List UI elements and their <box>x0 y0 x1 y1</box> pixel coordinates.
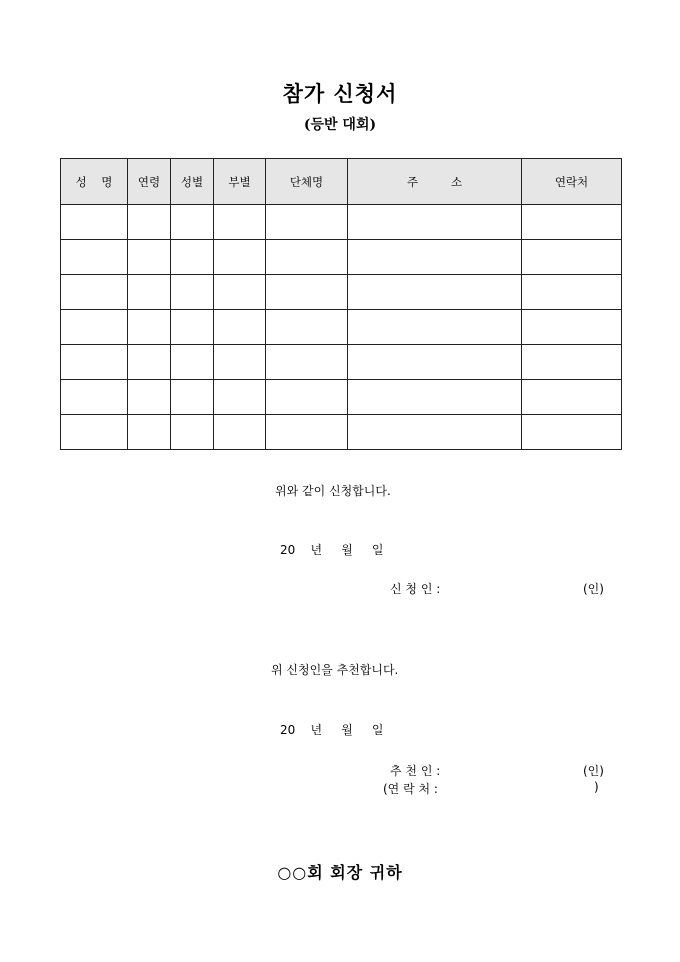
table-cell[interactable] <box>214 345 266 380</box>
table-cell[interactable] <box>128 380 171 415</box>
table-row <box>61 380 622 415</box>
recommendation-date: 20 년 월 일 <box>280 723 384 737</box>
header-address: 주 소 <box>348 159 522 205</box>
table-cell[interactable] <box>171 275 214 310</box>
table-cell[interactable] <box>61 275 128 310</box>
recommender-contact-close: ) <box>594 780 599 794</box>
table-cell[interactable] <box>266 205 348 240</box>
table-cell[interactable] <box>171 380 214 415</box>
table-cell[interactable] <box>266 275 348 310</box>
table-cell[interactable] <box>214 310 266 345</box>
header-name: 성 명 <box>61 159 128 205</box>
table-cell[interactable] <box>348 380 522 415</box>
table-header-row <box>61 159 622 205</box>
header-age: 연령 <box>128 159 171 205</box>
table-cell[interactable] <box>171 240 214 275</box>
table-cell[interactable] <box>266 310 348 345</box>
table-row <box>61 205 622 240</box>
page-subtitle: (등반 대회) <box>303 117 377 133</box>
table-cell[interactable] <box>214 380 266 415</box>
table-row <box>61 310 622 345</box>
table-cell[interactable] <box>522 345 622 380</box>
table-cell[interactable] <box>61 380 128 415</box>
table-cell[interactable] <box>214 415 266 450</box>
table-row <box>61 275 622 310</box>
header-group-name: 단체명 <box>266 159 348 205</box>
table-cell[interactable] <box>522 275 622 310</box>
table-row <box>61 345 622 380</box>
table-cell[interactable] <box>348 275 522 310</box>
recommendation-statement: 위 신청인을 추천합니다. <box>271 663 399 677</box>
table-cell[interactable] <box>522 415 622 450</box>
table-cell[interactable] <box>61 240 128 275</box>
table-cell[interactable] <box>348 205 522 240</box>
recommender-label: 추 천 인 : <box>390 764 441 778</box>
table-cell[interactable] <box>61 415 128 450</box>
header-division: 부별 <box>214 159 266 205</box>
application-date: 20 년 월 일 <box>280 543 384 557</box>
table-cell[interactable] <box>266 345 348 380</box>
table-cell[interactable] <box>266 380 348 415</box>
table-cell[interactable] <box>61 205 128 240</box>
table-cell[interactable] <box>171 345 214 380</box>
table-cell[interactable] <box>171 205 214 240</box>
table-cell[interactable] <box>214 205 266 240</box>
table-row <box>61 415 622 450</box>
addressee: ○○회 회장 귀하 <box>277 863 403 882</box>
table-cell[interactable] <box>522 240 622 275</box>
table-cell[interactable] <box>214 275 266 310</box>
table-cell[interactable] <box>522 380 622 415</box>
table-cell[interactable] <box>61 345 128 380</box>
table-cell[interactable] <box>128 345 171 380</box>
table-cell[interactable] <box>214 240 266 275</box>
recommender-seal: (인) <box>583 764 604 778</box>
table-cell[interactable] <box>171 310 214 345</box>
application-table <box>60 158 622 450</box>
table-cell[interactable] <box>522 205 622 240</box>
header-gender: 성별 <box>171 159 214 205</box>
table-cell[interactable] <box>128 240 171 275</box>
applicant-seal: (인) <box>583 582 604 596</box>
table-cell[interactable] <box>348 310 522 345</box>
table-cell[interactable] <box>266 415 348 450</box>
table-cell[interactable] <box>61 310 128 345</box>
header-contact: 연락처 <box>522 159 622 205</box>
page-title: 참가 신청서 <box>282 81 398 106</box>
table-cell[interactable] <box>128 205 171 240</box>
table-cell[interactable] <box>171 415 214 450</box>
table-cell[interactable] <box>128 310 171 345</box>
applicant-label: 신 청 인 : <box>390 582 441 596</box>
table-cell[interactable] <box>266 240 348 275</box>
table-cell[interactable] <box>522 310 622 345</box>
table-cell[interactable] <box>128 415 171 450</box>
table-cell[interactable] <box>348 415 522 450</box>
table-cell[interactable] <box>348 345 522 380</box>
recommender-contact-label: (연 락 처 : <box>383 782 438 796</box>
table-cell[interactable] <box>348 240 522 275</box>
application-statement: 위와 같이 신청합니다. <box>275 484 391 498</box>
table-cell[interactable] <box>128 275 171 310</box>
table-row <box>61 240 622 275</box>
